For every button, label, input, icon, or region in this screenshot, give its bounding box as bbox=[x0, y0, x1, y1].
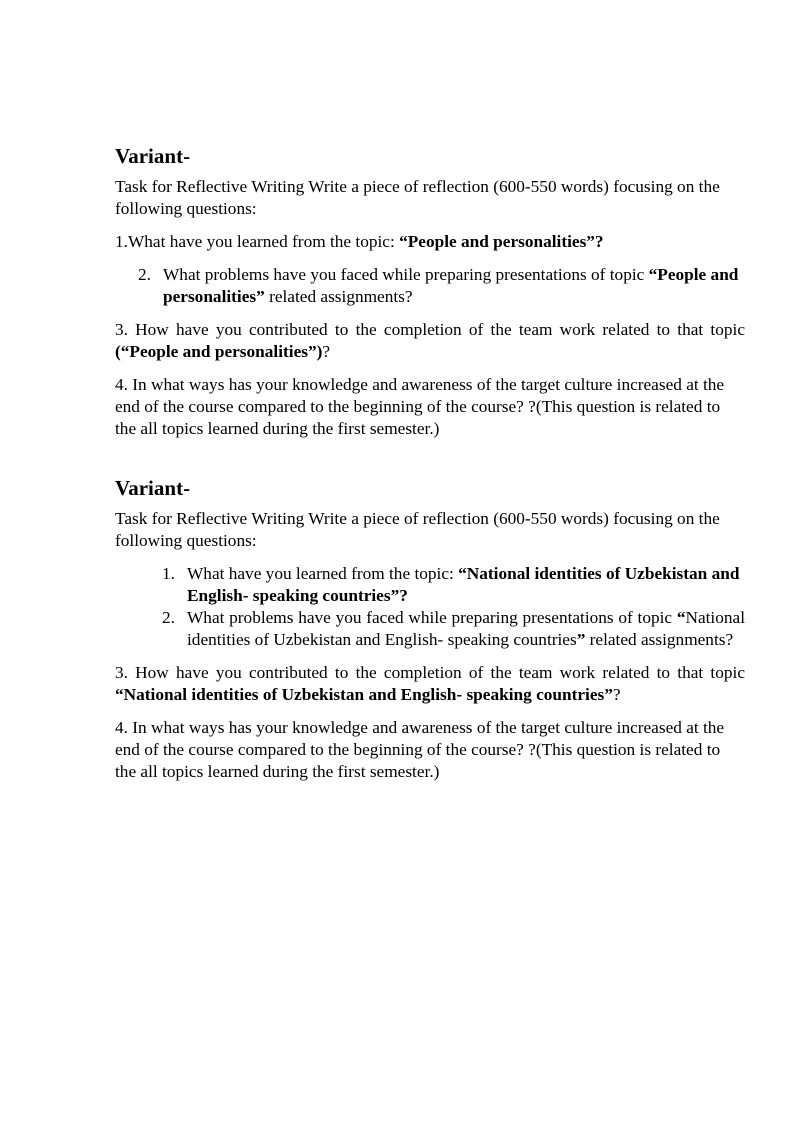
variant-section-1 bbox=[115, 143, 745, 440]
question-4: 4. In what ways has your knowledge and awareness of the target culture increased at the end of the course compared to the beginning of the course? ?(This question is related to the all topics learned during the first semester.) bbox=[115, 718, 725, 781]
quote-close: ” bbox=[576, 630, 586, 649]
task-intro: Task for Reflective Writing Write a piece of reflection (600-550 words) focusing on the following questions: bbox=[115, 509, 720, 550]
variant-section-2 bbox=[115, 475, 745, 783]
task-intro: Task for Reflective Writing Write a piece of reflection (600-550 words) focusing on the following questions: bbox=[115, 177, 720, 218]
list-number: 1. bbox=[162, 564, 175, 583]
quote-open: “ bbox=[676, 608, 686, 627]
topic-name: “People and personalities”? bbox=[399, 232, 604, 251]
variant-heading: Variant- bbox=[115, 476, 191, 500]
topic-name: “People and personalities” bbox=[163, 265, 739, 306]
question-text: What have you learned from the topic: bbox=[187, 564, 459, 583]
question-3 bbox=[115, 319, 745, 363]
question-3 bbox=[115, 662, 745, 706]
list-number: 2. bbox=[138, 265, 151, 284]
question-text-end: related assignments? bbox=[585, 630, 734, 649]
question-1 bbox=[115, 231, 745, 253]
question-list bbox=[115, 563, 745, 651]
topic-name: “National identities of Uzbekistan and English- speaking countries” bbox=[115, 685, 613, 704]
list-item bbox=[162, 563, 745, 607]
list-number: 2. bbox=[162, 608, 175, 627]
question-list bbox=[115, 264, 745, 308]
list-item bbox=[162, 607, 745, 651]
list-item bbox=[138, 264, 745, 308]
question-text: What problems have you faced while preparing presentations of topic bbox=[163, 265, 649, 284]
topic-name: National identities of Uzbekistan and English- speaking countries bbox=[187, 608, 745, 649]
question-4: 4. In what ways has your knowledge and awareness of the target culture increased at the end of the course compared to the beginning of the course? ?(This question is related to the all topics learned during the first semester.) bbox=[115, 375, 725, 438]
variant-heading: Variant- bbox=[115, 144, 191, 168]
question-text: 3. How have you contributed to the completion of the team work related to that topic bbox=[115, 663, 745, 682]
question-text: 3. How have you contributed to the completion of the team work related to that topic bbox=[115, 320, 745, 339]
topic-name: “National identities of Uzbekistan and English- speaking countries”? bbox=[187, 564, 740, 605]
question-text-end: related assignments? bbox=[264, 287, 413, 306]
question-text-end: ? bbox=[612, 685, 621, 704]
question-text: 1.What have you learned from the topic: bbox=[115, 232, 400, 251]
topic-name: (“People and personalities”) bbox=[115, 342, 323, 361]
question-text-end: ? bbox=[322, 342, 331, 361]
question-text: What problems have you faced while preparing presentations of topic bbox=[187, 608, 677, 627]
document-page bbox=[115, 143, 745, 794]
